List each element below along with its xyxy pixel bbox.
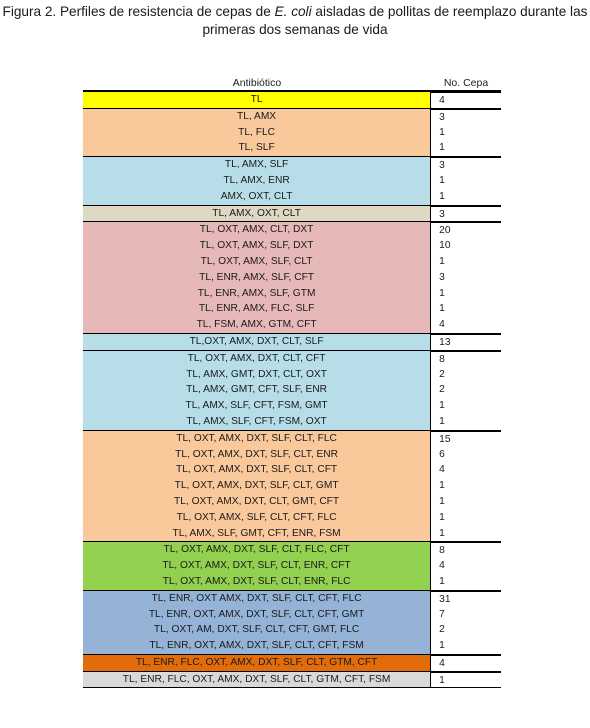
profile-group [83,205,501,222]
table-row [83,173,501,189]
antibiotic-profile-cell: TL, ENR, FLC, OXT, AMX, DXT, SLF, CLT, GTM, CFT, FSM [83,672,430,688]
profile-group [83,654,501,671]
antibiotic-profile-cell: TL, AMX, SLF [83,157,430,173]
profile-group [83,590,501,654]
antibiotic-profile-cell: TL, AMX [83,109,430,125]
antibiotic-profile-cell: TL, OXT, AMX, DXT, SLF, CLT, ENR, CFT [83,558,430,574]
antibiotic-profile-cell: TL, OXT, AMX, DXT, SLF, CLT, FLC, CFT [83,542,430,558]
strain-count-cell: 1 [430,526,501,542]
strain-count-cell: 10 [430,238,501,254]
strain-count-cell: 4 [430,558,501,574]
table-row [83,462,501,478]
strain-count-cell: 1 [430,125,501,141]
strain-count-cell: 6 [430,447,501,463]
antibiotic-profile-cell: TL, FLC [83,125,430,141]
antibiotic-profile-cell: TL, ENR, AMX, SLF, GTM [83,286,430,302]
table-row [83,622,501,638]
antibiotic-profile-cell: TL, AMX, SLF, GMT, CFT, ENR, FSM [83,526,430,542]
table-row [83,238,501,254]
strain-count-cell: 3 [430,270,501,286]
antibiotic-profile-cell: TL, OXT, AMX, DXT, CLT, CFT [83,351,430,367]
header-strain-count: No. Cepa [431,75,501,91]
strain-count-cell: 15 [430,431,501,447]
strain-count-cell: 1 [430,398,501,414]
antibiotic-profile-cell: TL, OXT, AMX, DXT, SLF, CLT, CFT [83,462,430,478]
table-row [83,270,501,286]
table-row [83,109,501,125]
strain-count-cell: 1 [430,414,501,430]
strain-count-cell: 31 [430,591,501,607]
antibiotic-profile-cell: TL, AMX, SLF, CFT, FSM, GMT [83,398,430,414]
profile-group [83,333,501,350]
strain-count-cell: 4 [430,317,501,333]
strain-count-cell: 1 [430,478,501,494]
table-row [83,655,501,671]
strain-count-cell: 8 [430,351,501,367]
strain-count-cell: 1 [430,301,501,317]
profile-group [83,671,501,689]
antibiotic-profile-cell: TL, OXT, AMX, SLF, DXT [83,238,430,254]
table-row [83,398,501,414]
table-row [83,334,501,350]
profile-group [83,541,501,589]
antibiotic-profile-cell: TL, AMX, ENR [83,173,430,189]
antibiotic-profile-cell: TL, OXT, AMX, SLF, CLT, CFT, FLC [83,510,430,526]
table-row [83,189,501,205]
strain-count-cell: 2 [430,622,501,638]
table-row [83,672,501,688]
strain-count-cell: 2 [430,367,501,383]
strain-count-cell: 1 [430,189,501,205]
profile-group [83,430,501,542]
strain-count-cell: 1 [430,672,501,688]
table-row [83,286,501,302]
table-row [83,414,501,430]
caption-suffix: aisladas de pollitas de reemplazo durante las primeras dos semanas de vida [202,4,588,37]
antibiotic-profile-cell: TL, ENR, OXT, AMX, DXT, SLF, CLT, CFT, FSM [83,638,430,654]
antibiotic-profile-cell: AMX, OXT, CLT [83,189,430,205]
profile-group [83,350,501,430]
antibiotic-profile-cell: TL, OXT, AM, DXT, SLF, CLT, CFT, GMT, FLC [83,622,430,638]
table-row [83,591,501,607]
strain-count-cell: 8 [430,542,501,558]
strain-count-cell: 4 [430,462,501,478]
antibiotic-profile-cell: TL, AMX, SLF, CFT, FSM, OXT [83,414,430,430]
table-row [83,254,501,270]
table-row [83,317,501,333]
strain-count-cell: 1 [430,574,501,590]
strain-count-cell: 13 [430,334,501,350]
antibiotic-profile-cell: TL, ENR, OXT AMX, DXT, SLF, CLT, CFT, FLC [83,591,430,607]
caption-species: E. coli [274,4,312,19]
strain-count-cell: 2 [430,382,501,398]
caption-prefix: Figura 2. Perfiles de resistencia de cepas de [2,4,275,19]
strain-count-cell: 4 [430,92,501,108]
strain-count-cell: 1 [430,494,501,510]
antibiotic-profile-cell: TL, ENR, OXT, AMX, DXT, SLF, CLT, CFT, GMT [83,607,430,623]
antibiotic-profile-cell: TL, SLF [83,140,430,156]
table-row [83,574,501,590]
table-row [83,558,501,574]
table-row [83,157,501,173]
antibiotic-profile-cell: TL, OXT, AMX, CLT, DXT [83,222,430,238]
figure-caption [0,3,590,39]
table-header [83,75,501,91]
strain-count-cell: 3 [430,157,501,173]
profile-group [83,108,501,156]
table-row [83,478,501,494]
antibiotic-profile-cell: TL,OXT, AMX, DXT, CLT, SLF [83,334,430,350]
table-row [83,447,501,463]
strain-count-cell: 20 [430,222,501,238]
strain-count-cell: 1 [430,286,501,302]
table-row [83,431,501,447]
table-row [83,510,501,526]
antibiotic-profile-cell: TL, OXT, AMX, SLF, CLT [83,254,430,270]
table-row [83,542,501,558]
table-row [83,382,501,398]
antibiotic-profile-cell: TL, OXT, AMX, DXT, SLF, CLT, ENR [83,447,430,463]
strain-count-cell: 7 [430,607,501,623]
strain-count-cell: 1 [430,510,501,526]
strain-count-cell: 3 [430,109,501,125]
table-row [83,92,501,108]
strain-count-cell: 1 [430,638,501,654]
strain-count-cell: 1 [430,140,501,156]
profile-group [83,221,501,333]
profile-group [83,156,501,204]
profile-group [83,91,501,108]
antibiotic-profile-cell: TL, ENR, AMX, SLF, CFT [83,270,430,286]
antibiotic-profile-cell: TL, OXT, AMX, DXT, SLF, CLT, FLC [83,431,430,447]
antibiotic-profile-cell: TL, ENR, FLC, OXT, AMX, DXT, SLF, CLT, GTM, CFT [83,655,430,671]
resistance-table [83,75,501,688]
table-row [83,638,501,654]
strain-count-cell: 1 [430,173,501,189]
table-row [83,607,501,623]
antibiotic-profile-cell: TL, FSM, AMX, GTM, CFT [83,317,430,333]
table-body [83,91,501,688]
table-row [83,351,501,367]
antibiotic-profile-cell: TL [83,92,430,108]
antibiotic-profile-cell: TL, AMX, GMT, CFT, SLF, ENR [83,382,430,398]
table-row [83,222,501,238]
table-row [83,206,501,222]
antibiotic-profile-cell: TL, OXT, AMX, DXT, SLF, CLT, ENR, FLC [83,574,430,590]
table-row [83,140,501,156]
strain-count-cell: 1 [430,254,501,270]
antibiotic-profile-cell: TL, OXT, AMX, DXT, CLT, GMT, CFT [83,494,430,510]
table-row [83,367,501,383]
antibiotic-profile-cell: TL, ENR, AMX, FLC, SLF [83,301,430,317]
antibiotic-profile-cell: TL, AMX, GMT, DXT, CLT, OXT [83,367,430,383]
header-antibiotic: Antibiótico [83,75,431,91]
antibiotic-profile-cell: TL, AMX, OXT, CLT [83,206,430,222]
table-row [83,301,501,317]
table-row [83,125,501,141]
table-row [83,494,501,510]
strain-count-cell: 4 [430,655,501,671]
antibiotic-profile-cell: TL, OXT, AMX, DXT, SLF, CLT, GMT [83,478,430,494]
table-row [83,526,501,542]
strain-count-cell: 3 [430,206,501,222]
